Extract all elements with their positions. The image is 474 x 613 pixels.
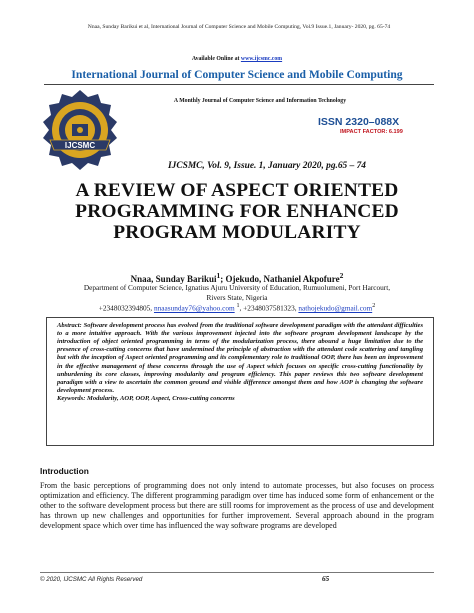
journal-subtitle: A Monthly Journal of Computer Science and Information Technology — [173, 98, 347, 104]
title-line-1: A REVIEW OF ASPECT ORIENTED — [75, 180, 399, 201]
journal-logo — [38, 88, 122, 172]
contact-line — [50, 302, 424, 313]
affiliation-line-1: Department of Computer Science, Ignatius Ajuru University of Education, Rumuolumeni, Port Harcourt, — [83, 283, 391, 292]
introduction-heading: Introduction — [40, 466, 89, 476]
journal-name: International Journal of Computer Science and Mobile Computing — [71, 68, 403, 81]
abstract-text: Abstract: Software development process has evolved from the traditional software development paradigm with the attendant difficulties to a more intuitive approach. With the various improvement injected into the software program development landscape by the introduction of object oriented programming in terms of the modularization process, there abound a huge limitation due to the presence of cross-cutting concerns that have undermined the principle of abstraction with the attendant code scattering and tangling but with the inception of Aspect oriented programming and its complementary role to traditional OOP, there has been an improvement in the effective management of these concerns through the use of Aspect which focuses on specific cross-cutting functionality by unburdening its core classes, improving modularity and program efficiency. This paper reviews this two software development paradigm with a view to ascertain the common ground and visible difference amongst them and how AOP is changing the software development process. — [57, 322, 423, 394]
logo-text: IJCSMC — [64, 141, 96, 150]
footer-divider — [40, 572, 434, 573]
email-1-link[interactable]: nnaasunday76@yahoo.com — [153, 303, 235, 313]
header-divider — [44, 84, 434, 85]
footer-copyright: © 2020, IJCSMC All Rights Reserved — [40, 576, 143, 583]
author-1-sup: 1 — [216, 271, 221, 280]
phone-1: +2348032394805, — [98, 303, 153, 313]
author-1: Nnaa, Sunday Barikui — [130, 274, 217, 284]
author-2: ; Ojekudo, Nathaniel Akpofure — [220, 274, 340, 284]
available-online — [0, 56, 474, 62]
affiliation — [50, 283, 424, 313]
author-2-sup: 2 — [339, 271, 344, 280]
email-2-sup: 2 — [372, 303, 376, 310]
issn-label: ISSN 2320–088X — [318, 116, 400, 128]
available-label: Available Online at — [191, 56, 240, 62]
email-1-sup: 1 — [236, 303, 240, 310]
affiliation-line-2: Rivers State, Nigeria — [206, 292, 268, 302]
introduction-body: From the basic perceptions of programming does not only intend to automate processes, but also focuses on process optimization and efficiency. The different programming paradigm over time has induced some form of enhancement or the other to the software development process but there are still rooms for improvement as the process of use and development has thrown up new challenges and opportunities for further improvement. Several approach abound in the program development space which over time has influenced the way software programs are developed — [40, 481, 434, 531]
page-number: 65 — [322, 575, 330, 583]
paper-title — [40, 181, 434, 244]
journal-url-link[interactable]: www.ijcsmc.com — [240, 56, 283, 62]
phone-2: , +2348037581323, — [239, 303, 297, 313]
title-line-2: PROGRAMMING FOR ENHANCED — [75, 200, 399, 222]
abstract-box — [46, 317, 434, 446]
running-head: Nnaa, Sunday Barikui et al, International Journal of Computer Science and Mobile Computing, Vol.9 Issue.1, January- 2020, pg. 65-74 — [87, 24, 391, 30]
impact-factor: IMPACT FACTOR: 6.199 — [340, 129, 403, 135]
title-line-3: PROGRAM MODULARITY — [113, 221, 361, 243]
email-2-link[interactable]: nathojekudo@gmail.com — [298, 303, 373, 313]
citation-line: IJCSMC, Vol. 9, Issue. 1, January 2020, pg.65 – 74 — [168, 161, 366, 171]
keywords: Keywords: Modularity, AOP, OOP, Aspect, Cross-cutting concerns — [57, 394, 235, 402]
